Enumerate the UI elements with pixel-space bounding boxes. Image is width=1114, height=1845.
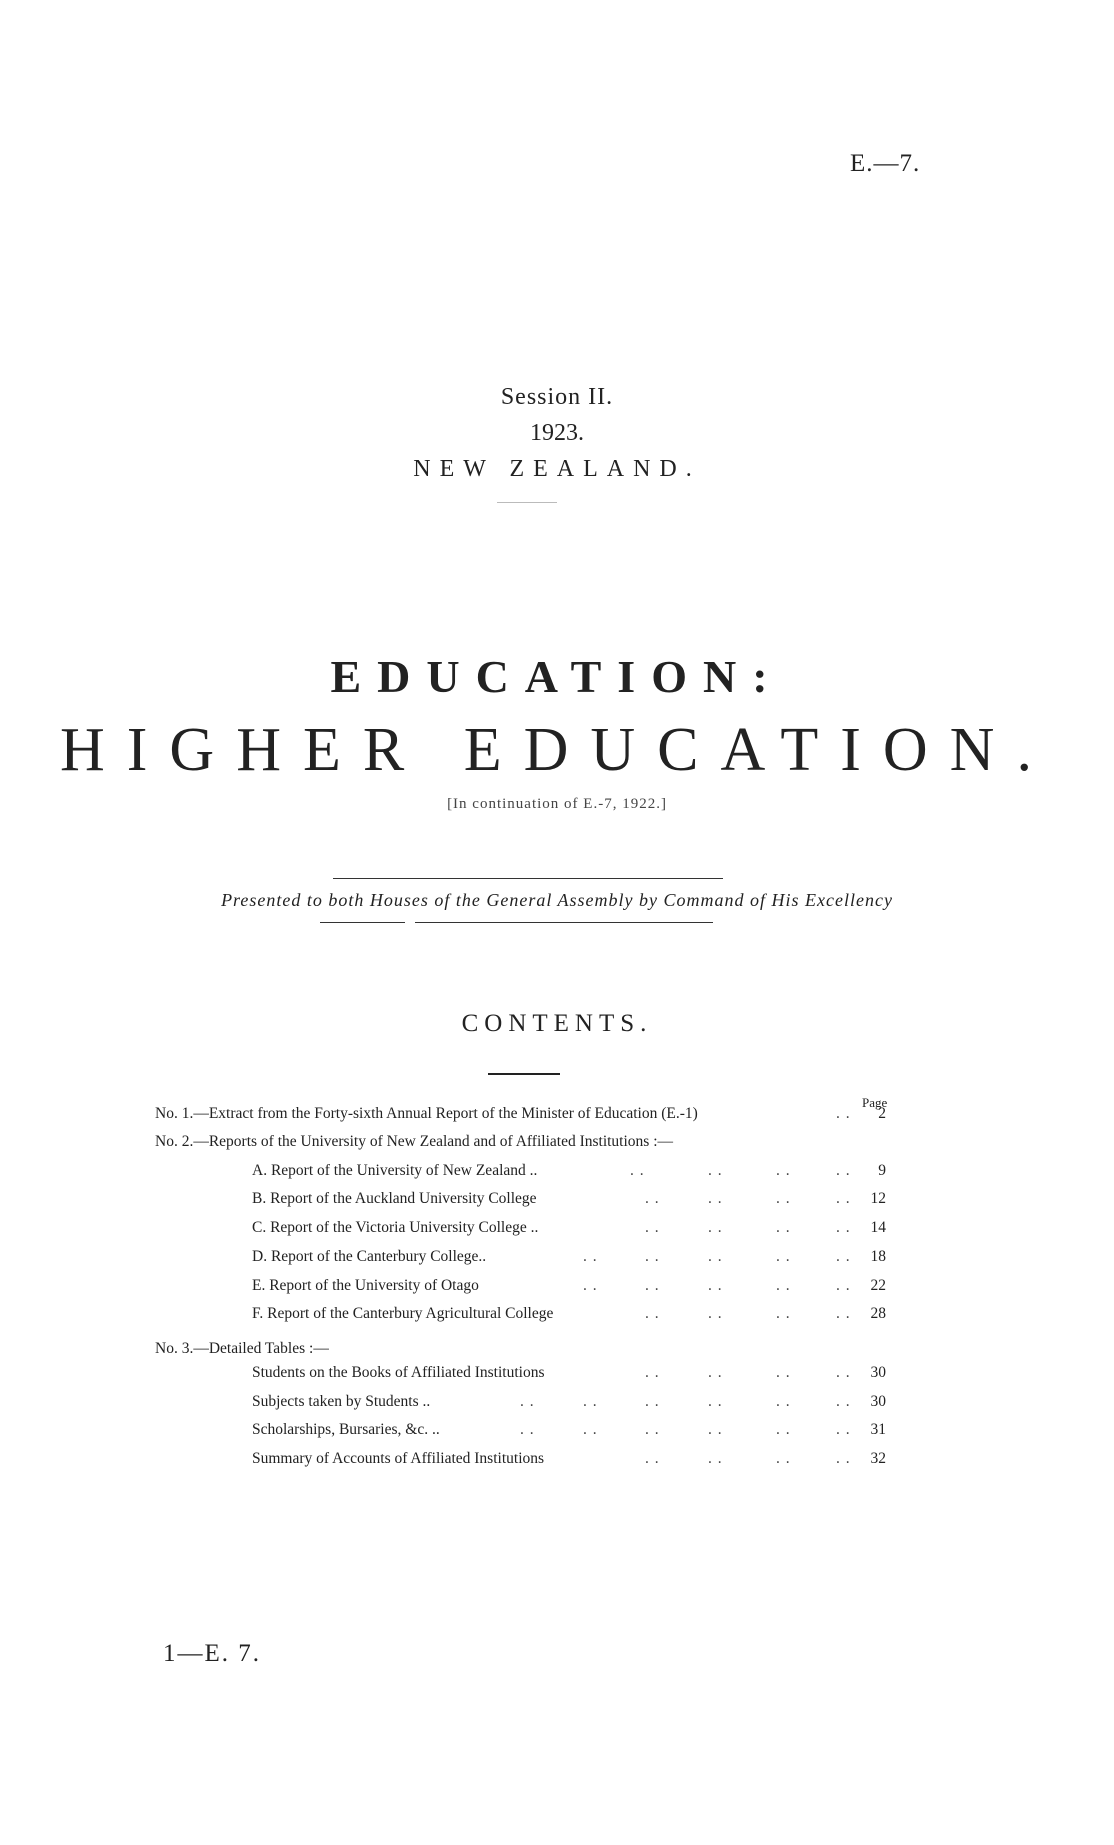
toc-entry-page: 22	[870, 1277, 886, 1294]
leader-dots: . .	[583, 1248, 598, 1265]
leader-dots: . .	[708, 1190, 723, 1207]
leader-dots: . .	[776, 1162, 791, 1179]
toc-entry-page: 32	[870, 1450, 886, 1467]
leader-dots: . .	[583, 1277, 598, 1294]
toc-entry-label: C. Report of the Victoria University College ..	[252, 1219, 539, 1236]
leader-dots: . .	[645, 1393, 660, 1410]
toc-entry-label: No. 2.—Reports of the University of New Zealand and of Affiliated Institutions :—	[155, 1133, 674, 1150]
leader-dots: . .	[645, 1364, 660, 1381]
toc-entry-label: Summary of Accounts of Affiliated Institutions	[252, 1450, 545, 1467]
leader-dots: . .	[776, 1450, 791, 1467]
leader-dots: . .	[708, 1393, 723, 1410]
leader-dots: . .	[645, 1421, 660, 1438]
leader-dots: . .	[776, 1277, 791, 1294]
leader-dots: . .	[708, 1277, 723, 1294]
leader-dots: . .	[645, 1219, 660, 1236]
footer-code: 1—E. 7.	[163, 1640, 262, 1667]
leader-dots: . .	[645, 1450, 660, 1467]
leader-dots: . .	[836, 1421, 851, 1438]
title-main: EDUCATION:	[330, 651, 784, 702]
toc-entry-label: E. Report of the University of Otago	[252, 1277, 479, 1294]
leader-dots: . .	[708, 1305, 723, 1322]
subtitle: [In continuation of E.-7, 1922.]	[447, 796, 667, 812]
leader-dots: . .	[708, 1219, 723, 1236]
leader-dots: . .	[708, 1248, 723, 1265]
leader-dots: . .	[836, 1105, 851, 1122]
toc-entry-page: 31	[870, 1421, 886, 1438]
toc-entry-page: 30	[870, 1364, 886, 1381]
leader-dots: . .	[645, 1190, 660, 1207]
toc-entry-page: 2	[878, 1105, 886, 1122]
leader-dots: . .	[776, 1190, 791, 1207]
leader-dots: . .	[776, 1248, 791, 1265]
leader-dots: . .	[836, 1162, 851, 1179]
toc-entry-label: A. Report of the University of New Zealand ..	[252, 1162, 538, 1179]
presented-line: Presented to both Houses of the General Assembly by Command of His Excellency	[221, 890, 893, 910]
leader-dots: . .	[708, 1162, 723, 1179]
toc-entry-page: 30	[870, 1393, 886, 1410]
leader-dots: . .	[630, 1162, 645, 1179]
toc-entry-label: Students on the Books of Affiliated Institutions	[252, 1364, 545, 1381]
leader-dots: . .	[520, 1393, 535, 1410]
contents-heading: CONTENTS.	[461, 1010, 653, 1037]
toc-entry-label: No. 1.—Extract from the Forty-sixth Annual Report of the Minister of Education (E.-1)	[155, 1105, 698, 1122]
leader-dots: . .	[776, 1393, 791, 1410]
leader-dots: . .	[583, 1421, 598, 1438]
leader-dots: . .	[836, 1219, 851, 1236]
leader-dots: . .	[836, 1305, 851, 1322]
year-label: 1923.	[530, 420, 584, 446]
toc-entry-page: 28	[870, 1305, 886, 1322]
toc-entry-label: B. Report of the Auckland University College	[252, 1190, 537, 1207]
country-label: NEW ZEALAND.	[413, 456, 701, 482]
leader-dots: . .	[520, 1421, 535, 1438]
title-secondary: HIGHER EDUCATION.	[60, 716, 1054, 784]
leader-dots: . .	[836, 1190, 851, 1207]
leader-dots: . .	[708, 1450, 723, 1467]
leader-dots: . .	[776, 1364, 791, 1381]
leader-dots: . .	[583, 1393, 598, 1410]
document-code: E.—7.	[850, 150, 921, 177]
leader-dots: . .	[836, 1450, 851, 1467]
leader-dots: . .	[645, 1277, 660, 1294]
toc-entry-label: F. Report of the Canterbury Agricultural College	[252, 1305, 554, 1322]
toc-entry-label: D. Report of the Canterbury College..	[252, 1248, 487, 1265]
toc-entry-page: 18	[870, 1248, 886, 1265]
toc-entry-label: No. 3.—Detailed Tables :—	[155, 1340, 329, 1357]
leader-dots: . .	[776, 1305, 791, 1322]
leader-dots: . .	[836, 1277, 851, 1294]
toc-entry-label: Subjects taken by Students ..	[252, 1393, 431, 1410]
leader-dots: . .	[708, 1421, 723, 1438]
leader-dots: . .	[836, 1248, 851, 1265]
toc-entry-page: 12	[870, 1190, 886, 1207]
leader-dots: . .	[645, 1305, 660, 1322]
session-label: Session II.	[500, 384, 614, 410]
toc-entry-label: Scholarships, Bursaries, &c. ..	[252, 1421, 440, 1438]
toc-entry-page: 14	[870, 1219, 886, 1236]
leader-dots: . .	[836, 1364, 851, 1381]
toc-entry-page: 9	[878, 1162, 886, 1179]
leader-dots: . .	[776, 1219, 791, 1236]
page-column-label: Page	[862, 1095, 888, 1110]
leader-dots: . .	[645, 1248, 660, 1265]
leader-dots: . .	[708, 1364, 723, 1381]
leader-dots: . .	[776, 1421, 791, 1438]
leader-dots: . .	[836, 1393, 851, 1410]
